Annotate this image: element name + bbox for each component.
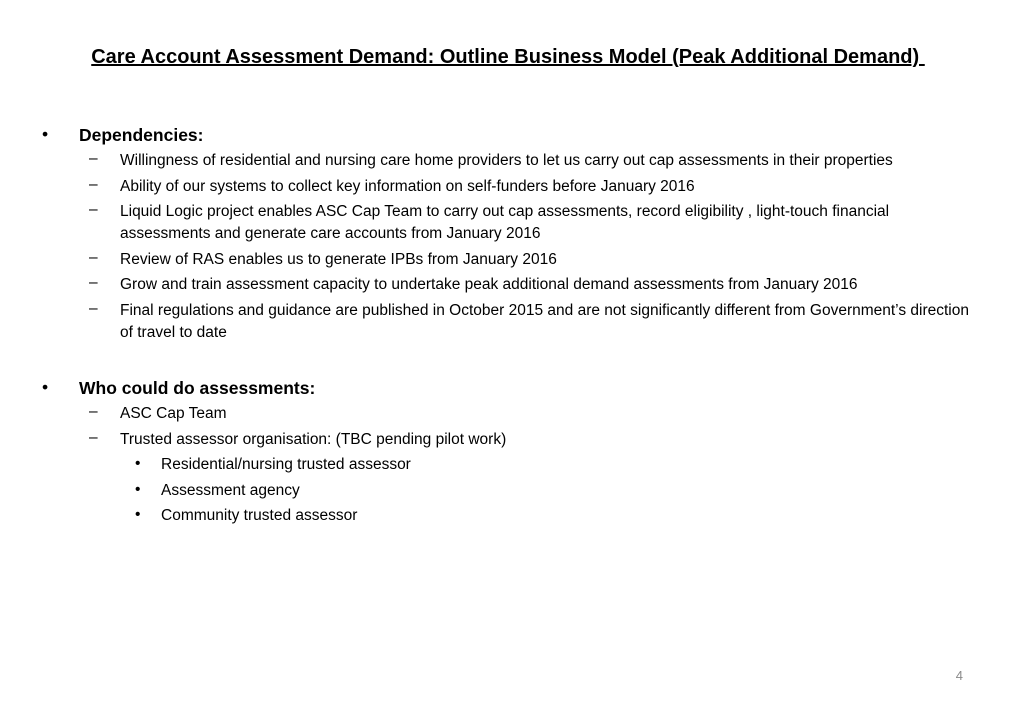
assessors-section <box>0 377 1024 531</box>
bullet-icon: • <box>135 480 141 498</box>
list-item-text: ASC Cap Team <box>120 405 227 422</box>
dependencies-section <box>0 124 1024 347</box>
assessors-heading: Who could do assessments: <box>79 378 316 398</box>
list-item <box>0 454 1024 476</box>
list-item-text: Willingness of residential and nursing care home providers to let us carry out cap assessments in their properties <box>120 152 893 169</box>
dash-icon: – <box>89 403 98 420</box>
dash-icon: – <box>89 175 98 193</box>
list-item <box>0 429 1024 451</box>
slide-title: Care Account Assessment Demand: Outline Business Model (Peak Additional Demand) <box>91 46 925 68</box>
list-item <box>0 249 1024 271</box>
list-item <box>0 403 1024 425</box>
list-item-text: Trusted assessor organisation: (TBC pending pilot work) <box>120 430 507 448</box>
list-item-text: Review of RAS enables us to generate IPBs from January 2016 <box>120 250 557 268</box>
bullet-icon: • <box>135 455 141 472</box>
dash-icon: – <box>89 201 98 218</box>
list-item-text: Community trusted assessor <box>161 507 358 524</box>
dependencies-heading: Dependencies: <box>79 125 204 145</box>
list-item <box>0 300 1024 344</box>
bullet-icon: • <box>135 506 141 523</box>
list-item-text: Residential/nursing trusted assessor <box>161 456 411 473</box>
dash-icon: – <box>89 150 98 167</box>
list-item-text: Liquid Logic project enables ASC Cap Team to carry out cap assessments, record eligibility , light-touch financial assessments and generate care accounts from January 2016 <box>120 203 890 242</box>
list-item-text: Ability of our systems to collect key information on self-funders before January 2016 <box>120 177 695 195</box>
list-item <box>0 274 1024 296</box>
dash-icon: – <box>89 274 98 291</box>
list-item <box>0 480 1024 502</box>
dash-icon: – <box>89 428 98 446</box>
list-item-text: Grow and train assessment capacity to undertake peak additional demand assessments from January 2016 <box>120 276 858 293</box>
dash-icon: – <box>89 299 98 317</box>
bullet-icon: • <box>42 377 49 397</box>
assessors-heading-row <box>0 377 1024 403</box>
bullet-icon: • <box>42 124 49 144</box>
list-item <box>0 176 1024 198</box>
dash-icon: – <box>89 248 98 266</box>
list-item <box>0 201 1024 245</box>
trusted-assessor-types-list <box>0 454 1024 527</box>
dependencies-heading-row <box>0 124 1024 150</box>
list-item <box>0 150 1024 172</box>
list-item-text: Assessment agency <box>161 481 300 499</box>
assessors-list <box>0 403 1024 451</box>
dependencies-list <box>0 150 1024 344</box>
list-item-text: Final regulations and guidance are published in October 2015 and are not significantly different from Government’s direction of travel to date <box>120 301 969 341</box>
list-item <box>0 505 1024 527</box>
page-number: 4 <box>955 668 963 683</box>
